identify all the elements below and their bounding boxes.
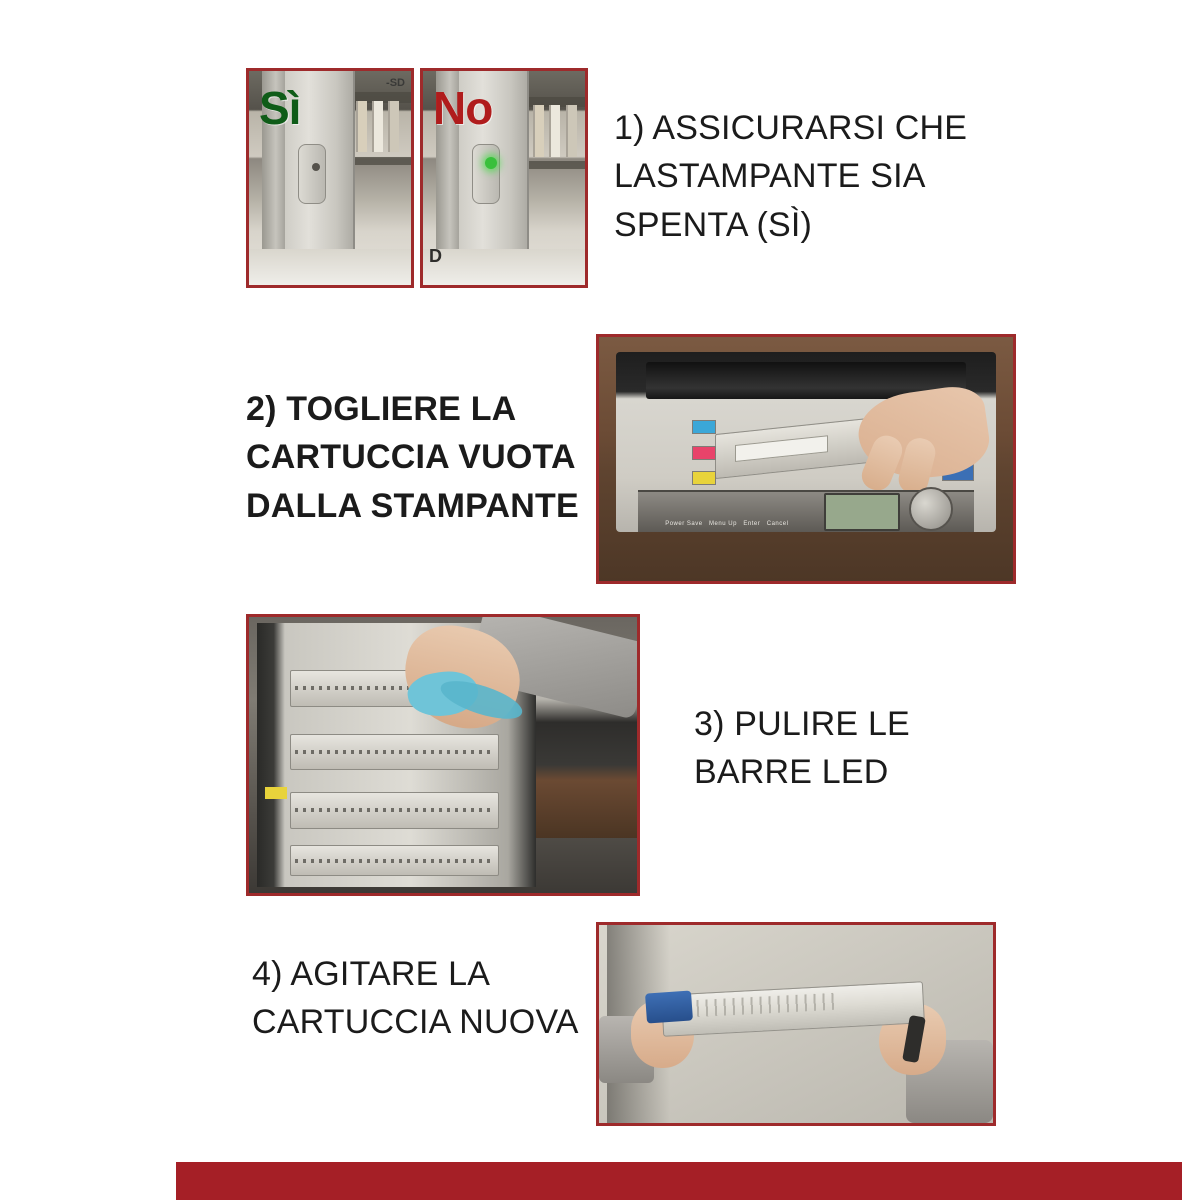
power-indicator-on <box>485 157 497 169</box>
control-panel-labels: Power Save Menu Up Enter Cancel <box>665 520 789 527</box>
printer-dial <box>909 487 953 531</box>
step-3-text: 3) PULIRE LE BARRE LED <box>694 705 910 792</box>
binder <box>566 105 577 156</box>
photo-printer-power-on <box>420 68 588 288</box>
photo-printer-power-off <box>246 68 414 288</box>
cartridge-ridges <box>678 994 835 1019</box>
printer-control-panel <box>638 490 973 532</box>
led-bar-tray <box>290 792 499 828</box>
photo-clean-led-bars <box>246 614 640 896</box>
cartridge-blue-tab <box>645 991 693 1024</box>
photo-shake-new-cartridge <box>596 922 996 1126</box>
badge-yes-label: Sì <box>259 82 301 134</box>
binder <box>533 105 544 156</box>
cartridge-label <box>735 435 828 462</box>
photo-remove-empty-cartridge <box>596 334 1016 584</box>
badge-no-label: No <box>433 82 493 134</box>
printer-door-handle <box>472 144 500 204</box>
step-1-text: 1) ASSICURARSI CHE LASTAMPANTE SIA SPENTA (SÌ) <box>614 109 968 244</box>
led-bar-dots <box>295 859 493 863</box>
color-tab-magenta <box>692 446 716 460</box>
printer-door-handle <box>298 144 326 204</box>
led-bar-dots <box>295 808 493 812</box>
led-bar-dots <box>295 750 493 754</box>
color-tab-cyan <box>692 420 716 434</box>
left-margin <box>0 0 176 1200</box>
binder <box>372 101 383 152</box>
binder <box>549 105 560 156</box>
step-4-text: 4) AGITARE LA CARTUCCIA NUOVA <box>252 955 579 1042</box>
color-tab-yellow <box>692 471 716 485</box>
printer-body <box>616 352 997 533</box>
footer-accent-bar <box>176 1162 1182 1200</box>
step-2-text: 2) TOGLIERE LA CARTUCCIA VUOTA DALLA STAMPANTE <box>246 390 579 525</box>
floor <box>249 249 411 285</box>
floor <box>423 249 585 285</box>
right-margin <box>1182 0 1200 1200</box>
led-bar-tray <box>290 734 499 770</box>
printer-display <box>824 493 900 531</box>
yellow-label <box>265 787 287 799</box>
photo-corner-tag: D <box>429 246 442 266</box>
binder <box>388 101 399 152</box>
photo-corner-tag: -SD <box>386 77 405 89</box>
binder <box>356 101 367 152</box>
led-bar-tray <box>290 845 499 876</box>
